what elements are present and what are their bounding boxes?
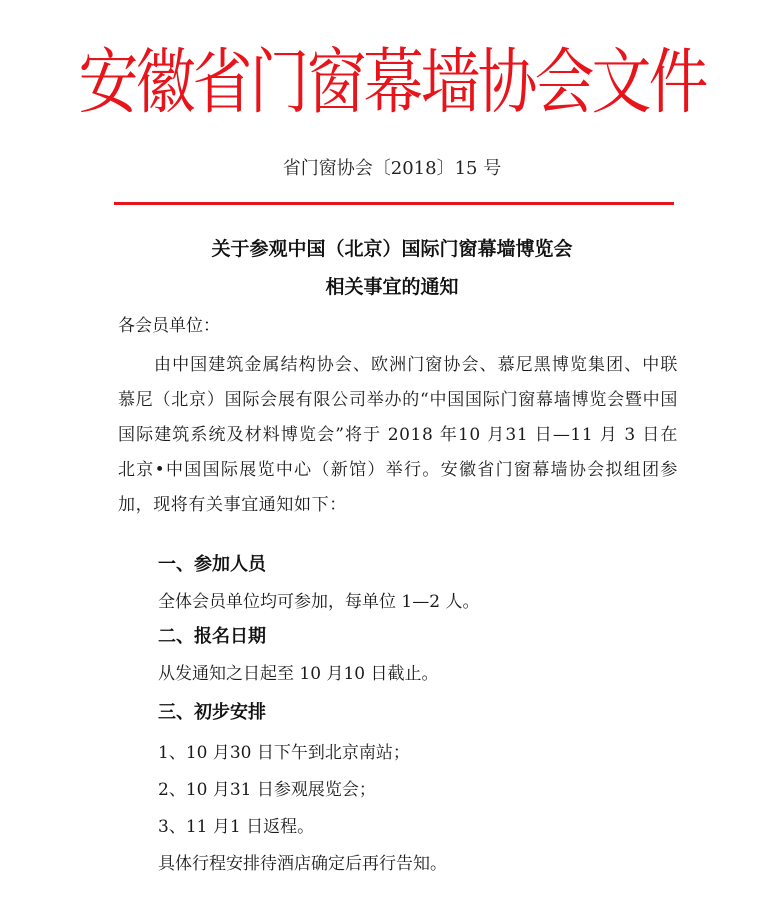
section-line: 全体会员单位均可参加，每单位 1—2 人。 [158, 592, 480, 612]
section-heading-schedule: 三、初步安排 [158, 702, 266, 723]
schedule-line: 1、10 月30 日下午到北京南站； [158, 743, 410, 763]
notice-title-line-2: 相关事宜的通知 [325, 276, 459, 298]
header-red-divider [114, 202, 674, 205]
document-header-title: 安徽省门窗幕墙协会文件 [78, 41, 706, 125]
section-heading-registration: 二、报名日期 [158, 626, 266, 647]
salutation: 各会员单位： [118, 316, 220, 336]
schedule-line: 3、11 月1 日返程。 [158, 817, 315, 837]
section-line: 从发通知之日起至 10 月10 日截止。 [158, 664, 439, 684]
schedule-line: 2、10 月31 日参观展览会； [158, 780, 376, 800]
body-paragraph: 由中国建筑金属结构协会、欧洲门窗协会、慕尼黑博览集团、中联慕尼（北京）国际会展有限公司举办的“中国国际门窗幕墙博览会暨中国国际建筑系统及材料博览会”将于 2018 年10 月31 日—11 月 3 日在北京•中国国际展览中心（新馆）举行。安徽省门窗幕墙协会拟组团参加，现将有关事宜通知如下： [118, 355, 678, 515]
schedule-note: 具体行程安排待酒店确定后再行告知。 [158, 854, 447, 874]
notice-title-line-1: 关于参观中国（北京）国际门窗幕墙博览会 [211, 238, 573, 260]
section-heading-participants: 一、参加人员 [158, 554, 266, 575]
document-number: 省门窗协会〔2018〕15 号 [282, 158, 502, 179]
